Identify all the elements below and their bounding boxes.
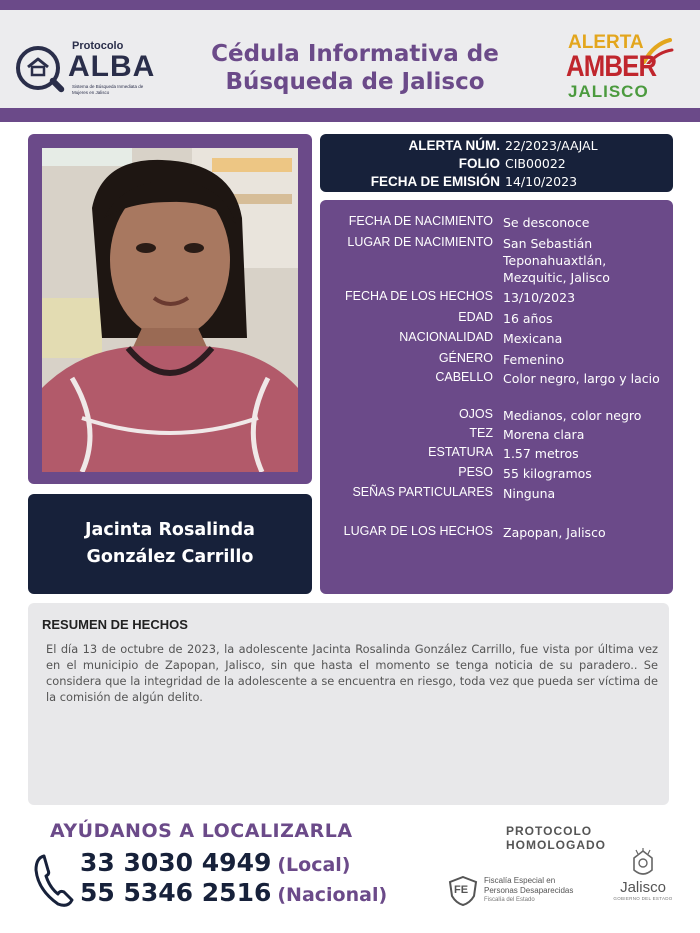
alert-number-row xyxy=(320,138,673,156)
hair-label: CABELLO xyxy=(435,370,493,384)
weight-value: 55 kilogramos xyxy=(503,466,592,481)
alba-subtitle: Sistema de Búsqueda Inmediata de Mujeres en Jalisco xyxy=(72,84,144,95)
phone-national-row[interactable] xyxy=(80,878,387,908)
alba-wordmark: ALBA xyxy=(68,50,156,83)
fiscalia-line2: Personas Desaparecidas xyxy=(484,886,574,895)
person-details-box xyxy=(320,200,673,594)
alert-number-value: 22/2023/AAJAL xyxy=(505,138,598,153)
event-place-value: Zapopan, Jalisco xyxy=(503,525,606,540)
folio-label: FOLIO xyxy=(458,156,500,171)
fiscalia-line3: Fiscalía del Estado xyxy=(484,897,535,903)
phone-national-number[interactable]: 55 5346 2516 xyxy=(80,878,272,907)
summary-title: RESUMEN DE HECHOS xyxy=(42,617,188,632)
phone-local-type: (Local) xyxy=(277,854,351,876)
help-title: AYÚDANOS A LOCALIZARLA xyxy=(50,820,353,842)
emission-date-value: 14/10/2023 xyxy=(505,174,578,189)
phone-national-type: (Nacional) xyxy=(277,884,388,906)
particular-signs-value: Ninguna xyxy=(503,486,556,501)
folio-value: CIB00022 xyxy=(505,156,566,171)
event-date-value: 13/10/2023 xyxy=(503,290,576,305)
amber-jalisco-text: JALISCO xyxy=(568,82,649,101)
page-title-line2: Búsqueda de Jalisco xyxy=(225,69,485,95)
protocolo-line2: HOMOLOGADO xyxy=(506,838,606,852)
jalisco-word: Jalisco xyxy=(620,879,666,896)
eyes-value: Medianos, color negro xyxy=(503,408,642,423)
emission-date-row xyxy=(320,174,673,192)
complexion-label: TEZ xyxy=(469,426,493,440)
jalisco-sub: GOBIERNO DEL ESTADO xyxy=(613,896,673,901)
summary-text: El día 13 de octubre de 2023, la adolescente Jacinta Rosalinda González Carrillo, fue vista por última vez en el municipio de Zapopan, Jalisco, sin que hasta el momento se tenga noticia de su paradero.. Se considera que la integridad de la adolescente a se encuentra en riesgo, toda vez que pueda ser víctima de la comisión de algún delito. xyxy=(46,642,658,704)
weight-label: PESO xyxy=(458,465,493,479)
birth-date-label: FECHA DE NACIMIENTO xyxy=(348,214,493,228)
person-name-box xyxy=(28,494,312,594)
person-name-line2: González Carrillo xyxy=(86,547,254,567)
phone-local-number[interactable]: 33 3030 4949 xyxy=(80,848,272,877)
person-photo-illustration xyxy=(42,148,298,472)
alerta-amber-logo xyxy=(564,32,684,112)
page-title-line1: Cédula Informativa de xyxy=(211,41,499,67)
height-label: ESTATURA xyxy=(428,445,493,459)
alba-protocolo-text: Protocolo xyxy=(72,40,124,52)
alert-info-box xyxy=(320,134,673,192)
photo-frame xyxy=(28,134,312,484)
person-photo xyxy=(42,148,298,472)
gender-label: GÉNERO xyxy=(438,351,493,365)
fiscalia-logo xyxy=(448,874,598,910)
nationality-value: Mexicana xyxy=(503,331,563,346)
age-value: 16 años xyxy=(503,311,553,326)
jalisco-emblem-icon xyxy=(628,848,658,880)
gender-value: Femenino xyxy=(503,352,565,367)
nationality-label: NACIONALIDAD xyxy=(399,330,493,344)
jalisco-government-logo xyxy=(608,848,678,912)
fiscalia-line1: Fiscalía Especial en xyxy=(484,876,556,885)
protocolo-homologado xyxy=(506,824,606,852)
birth-place-label: LUGAR DE NACIMIENTO xyxy=(347,235,493,249)
particular-signs-label: SEÑAS PARTICULARES xyxy=(352,485,493,499)
amber-amber-text: AMBER xyxy=(566,50,657,83)
eyes-label: OJOS xyxy=(458,407,493,421)
phone-icon xyxy=(30,852,74,908)
height-value: 1.57 metros xyxy=(503,446,579,461)
age-label: EDAD xyxy=(458,310,493,324)
page-title xyxy=(160,40,550,96)
fe-badge-text: FE xyxy=(454,884,469,896)
event-place-label: LUGAR DE LOS HECHOS xyxy=(343,524,493,538)
header-band xyxy=(0,10,700,108)
amber-alerta-text: ALERTA xyxy=(568,32,644,53)
phone-local-row[interactable] xyxy=(80,848,350,878)
hair-value: Color negro, largo y lacio xyxy=(503,371,660,386)
top-stripe xyxy=(0,0,700,10)
emission-date-label: FECHA DE EMISIÓN xyxy=(370,174,500,189)
event-date-label: FECHA DE LOS HECHOS xyxy=(345,289,493,303)
fiscalia-text xyxy=(484,876,573,896)
complexion-value: Morena clara xyxy=(503,427,585,442)
summary-box xyxy=(28,603,669,805)
folio-row xyxy=(320,156,673,174)
person-name-line1: Jacinta Rosalinda xyxy=(85,520,255,540)
alert-number-label: ALERTA NÚM. xyxy=(408,138,500,153)
protocolo-line1: PROTOCOLO xyxy=(506,824,593,838)
house-icon xyxy=(26,57,50,77)
alba-logo xyxy=(16,38,156,102)
header-stripe xyxy=(0,108,700,122)
birth-place-value: San Sebastián Teponahuaxtlán, Mezquitic, Jalisco xyxy=(503,236,610,285)
birth-date-value: Se desconoce xyxy=(503,215,590,230)
